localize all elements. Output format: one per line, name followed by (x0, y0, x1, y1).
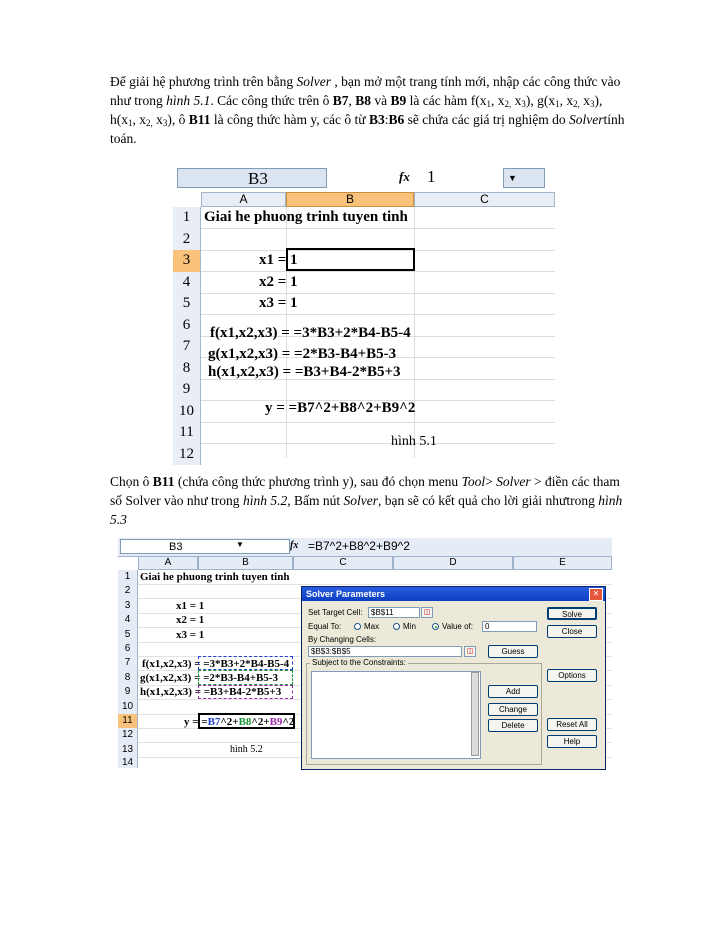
grid-line (201, 314, 555, 315)
cell-a1-title[interactable]: Giai he phuong trinh tuyen tinh (204, 209, 408, 225)
grid-line (201, 293, 555, 294)
row-header[interactable]: 5 (118, 628, 138, 642)
y-label: y = (184, 716, 202, 728)
column-header-c[interactable]: C (293, 556, 393, 570)
grid-line (414, 207, 415, 458)
row-header[interactable]: 11 (118, 714, 138, 728)
row-header[interactable]: 11 (173, 422, 201, 444)
change-button[interactable]: Change (488, 703, 538, 716)
grid-line (201, 271, 555, 272)
paragraph-2: Chọn ô B11 (chứa công thức phương trình y), sau đó chọn menu Tool> Solver > điền các tham số Solver vào như trong hình 5.2, Bấm nút Solver, bạn sẽ có kết quả cho lời giải nhưtrong hình 5.3 (110, 474, 623, 527)
grid-line (201, 422, 555, 423)
grid-line (138, 584, 612, 585)
cell-x3[interactable]: x3 = 1 (176, 629, 205, 641)
cell-g[interactable]: g(x1,x2,x3) = =2*B3-B4+B5-3 (208, 346, 397, 362)
row-header[interactable]: 7 (118, 656, 138, 670)
cell-h[interactable]: h(x1,x2,x3) = =B3+B4-2*B5+3 (208, 364, 401, 380)
solver-parameters-dialog (301, 586, 606, 770)
ref-b9: B9 (269, 716, 283, 728)
caption-hinh-5-1: hình 5.1 (391, 434, 437, 449)
equal-to-label: Equal To: (308, 622, 342, 631)
target-cell-label: Set Target Cell: (308, 608, 363, 617)
row-header[interactable]: 6 (118, 642, 138, 656)
selected-cell-b11[interactable] (198, 713, 295, 729)
constraints-list[interactable] (311, 671, 481, 759)
row-header[interactable]: 10 (118, 700, 138, 714)
reset-all-button[interactable]: Reset All (547, 718, 597, 731)
ref-b8: B8 (238, 716, 252, 728)
cell-a1-title[interactable]: Giai he phuong trinh tuyen tinh (140, 571, 290, 583)
ref-box-b8 (198, 670, 293, 685)
name-box[interactable]: B3 (120, 539, 290, 554)
cell-f[interactable]: f(x1,x2,x3) = =3*B3+2*B4-B5-4 (142, 658, 290, 670)
ref-b7: B7 (207, 716, 221, 728)
row-header[interactable]: 4 (118, 613, 138, 627)
y-formula-eq: = (201, 716, 208, 728)
dropdown-button[interactable] (503, 168, 545, 188)
name-box[interactable]: B3 (177, 168, 327, 188)
formula-value[interactable]: =B7^2+B8^2+B9^2 (308, 539, 410, 553)
grid-line (201, 443, 555, 444)
cell-f[interactable]: f(x1,x2,x3) = =3*B3+2*B4-B5-4 (210, 325, 411, 341)
column-header-a[interactable]: A (138, 556, 198, 570)
target-cell-input[interactable]: $B$11 (368, 607, 420, 618)
figure-5-2 (118, 538, 612, 768)
cell-x1[interactable]: x1 = 1 (176, 600, 205, 612)
changing-cells-input[interactable]: $B$3:$B$5 (308, 646, 462, 657)
min-label: Min (403, 622, 416, 631)
row-header[interactable]: 7 (173, 336, 201, 358)
chevron-down-icon: ▼ (508, 173, 517, 183)
row-header[interactable]: 9 (173, 379, 201, 401)
row-header[interactable]: 9 (118, 685, 138, 699)
options-button[interactable]: Options (547, 669, 597, 682)
row-header[interactable]: 1 (118, 570, 138, 584)
row-header[interactable]: 3 (173, 250, 201, 272)
fx-icon: fx (290, 540, 299, 551)
value-of-radio[interactable] (432, 623, 439, 630)
ref-box-b7 (198, 656, 293, 670)
fx-icon: fx (399, 169, 410, 184)
value-of-label: Value of: (442, 622, 473, 631)
collapse-dialog-icon[interactable]: ◫ (421, 607, 433, 618)
y-formula-pow3: ^2 (282, 716, 295, 728)
column-header-a[interactable]: A (201, 192, 286, 207)
row-header[interactable]: 6 (173, 315, 201, 337)
min-radio[interactable] (393, 623, 400, 630)
row-header[interactable]: 3 (118, 599, 138, 613)
row-header[interactable]: 8 (118, 671, 138, 685)
max-label: Max (364, 622, 380, 631)
value-of-input[interactable]: 0 (482, 621, 537, 632)
cell-x1[interactable]: x1 = 1 (259, 252, 298, 268)
figure-5-1 (173, 166, 555, 462)
scrollbar[interactable] (471, 672, 479, 756)
cell-x2[interactable]: x2 = 1 (176, 614, 205, 626)
y-formula-pow1: ^2+ (220, 716, 239, 728)
row-header[interactable]: 12 (118, 728, 138, 742)
row-header[interactable]: 1 (173, 207, 201, 229)
row-header[interactable]: 8 (173, 358, 201, 380)
close-button[interactable]: Close (547, 625, 597, 638)
collapse-dialog-icon[interactable]: ◫ (464, 646, 476, 657)
row-header[interactable]: 2 (173, 229, 201, 251)
row-header[interactable]: 12 (173, 444, 201, 466)
column-header-c[interactable]: C (414, 192, 555, 207)
cell-x3[interactable]: x3 = 1 (259, 295, 298, 311)
row-header[interactable]: 10 (173, 401, 201, 423)
ref-box-b9 (198, 685, 293, 699)
caption-hinh-5-2: hình 5.2 (230, 744, 263, 755)
formula-value[interactable]: 1 (427, 167, 436, 186)
close-icon[interactable]: ✕ (589, 588, 603, 601)
constraints-label: Subject to the Constraints: (312, 658, 406, 667)
row-header[interactable]: 2 (118, 584, 138, 598)
column-header-d[interactable]: D (393, 556, 513, 570)
chevron-down-icon[interactable]: ▼ (236, 540, 244, 549)
add-button[interactable]: Add (488, 685, 538, 698)
cell-x2[interactable]: x2 = 1 (259, 273, 298, 290)
max-radio[interactable] (354, 623, 361, 630)
cell-y[interactable]: y = =B7^2+B8^2+B9^2 (265, 400, 416, 416)
column-header-b[interactable]: B (198, 556, 293, 570)
row-header[interactable]: 5 (173, 293, 201, 315)
formula-bar (173, 166, 555, 190)
paragraph-1: Để giải hệ phương trình trên bằng Solver , bạn mở một trang tính mới, nhập các công thức vào như trong hình 5.1. Các công thức trên ô B7, B8 và B9 là các hàm $f(x_1$, $x_{2,}$ $x_3$), $g(x_1$, $x_{2,}$ $x_3$), $h(x_1$, $x_{2,}$ $x_3$), ô B11 là công thức hàm y, các ô từ B3:B6 sẽ chứa các giá trị nghiệm do Solvertính toán. (110, 74, 625, 146)
column-header-e[interactable]: E (513, 556, 612, 570)
grid-line (201, 228, 555, 229)
guess-button[interactable]: Guess (488, 645, 538, 658)
delete-button[interactable]: Delete (488, 719, 538, 732)
row-header[interactable]: 4 (173, 272, 201, 294)
solve-button[interactable]: Solve (547, 607, 597, 620)
cell-h[interactable]: h(x1,x2,x3) = =B3+B4-2*B5+3 (140, 686, 282, 698)
formula-bar (118, 538, 612, 557)
row-header[interactable]: 14 (118, 757, 138, 768)
y-formula-pow2: ^2+ (251, 716, 270, 728)
selected-cell-b3[interactable] (286, 248, 415, 271)
changing-cells-label: By Changing Cells: (308, 635, 377, 644)
dialog-title: Solver Parameters (302, 587, 605, 601)
cell-g[interactable]: g(x1,x2,x3) = =2*B3-B4+B5-3 (140, 672, 278, 684)
row-header[interactable]: 13 (118, 743, 138, 757)
column-header-b[interactable]: B (286, 192, 414, 207)
help-button[interactable]: Help (547, 735, 597, 748)
